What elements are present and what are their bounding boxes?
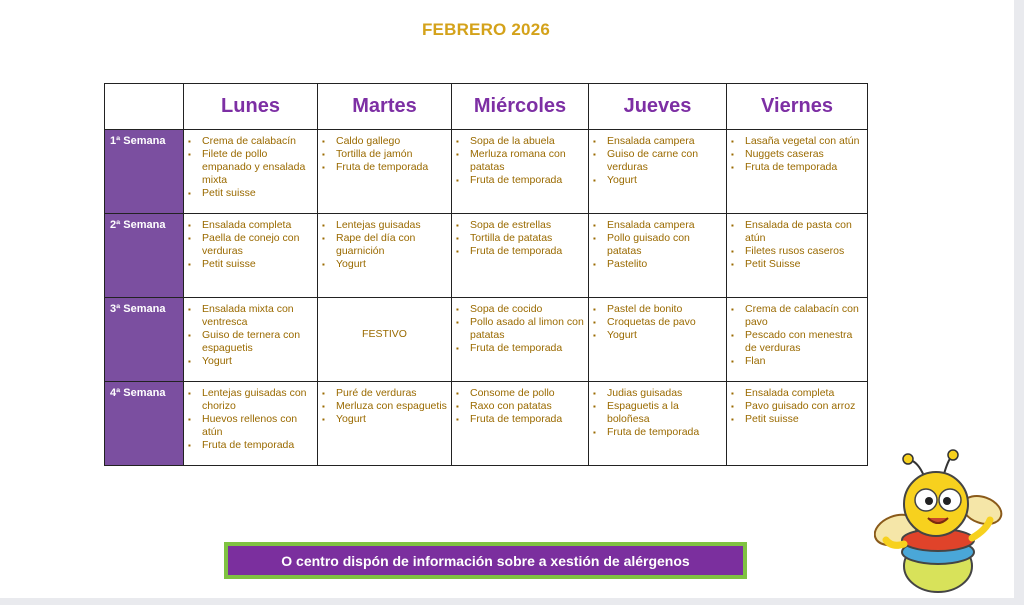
dish-item: ▪ Nuggets caseras [727, 148, 863, 161]
dish-list [184, 303, 317, 368]
dish-item: ▪ Petit suisse [727, 413, 863, 426]
dish-list [318, 387, 451, 426]
menu-cell [318, 214, 452, 298]
dish-list [318, 135, 451, 174]
dish-item: ▪ Fruta de temporada [318, 161, 447, 174]
week-label: 2ª Semana [105, 214, 184, 298]
dish-item: ▪ Pavo guisado con arroz [727, 400, 863, 413]
dish-item: ▪ Ensalada de pasta con atún [727, 219, 863, 245]
dish-item: ▪ Yogurt [589, 329, 722, 342]
dish-list [589, 219, 726, 271]
dish-item: ▪ Pescado con menestra de verduras [727, 329, 863, 355]
menu-cell [184, 382, 318, 466]
week-label: 1ª Semana [105, 130, 184, 214]
menu-cell [727, 298, 868, 382]
dish-list [452, 219, 588, 258]
week-label: 3ª Semana [105, 298, 184, 382]
menu-cell [318, 130, 452, 214]
dish-item: ▪ Filete de pollo empanado y ensalada mixta [184, 148, 313, 187]
dish-item: ▪ Fruta de temporada [452, 245, 584, 258]
day-header: Viernes [727, 84, 868, 130]
dish-list [452, 135, 588, 187]
week-row [105, 130, 868, 214]
dish-item: ▪ Merluza con espaguetis [318, 400, 447, 413]
dish-list [727, 135, 867, 174]
dish-item: ▪ Espaguetis a la boloñesa [589, 400, 722, 426]
dish-item: ▪ Petit suisse [184, 258, 313, 271]
dish-list [727, 387, 867, 426]
dish-item: ▪ Guiso de carne con verduras [589, 148, 722, 174]
menu-cell [452, 214, 589, 298]
dish-item: ▪ Fruta de temporada [184, 439, 313, 452]
dish-item: ▪ Lentejas guisadas con chorizo [184, 387, 313, 413]
header-row [105, 84, 868, 130]
corner-cell [105, 84, 184, 130]
dish-list [727, 303, 867, 368]
dish-item: ▪ Huevos rellenos con atún [184, 413, 313, 439]
dish-list [452, 303, 588, 355]
dish-item: ▪ Filetes rusos caseros [727, 245, 863, 258]
dish-item: ▪ Pastelito [589, 258, 722, 271]
allergen-banner [224, 542, 747, 579]
dish-item: ▪ Consome de pollo [452, 387, 584, 400]
dish-item: ▪ Ensalada completa [727, 387, 863, 400]
dish-item: ▪ Pollo asado al limon con patatas [452, 316, 584, 342]
menu-cell [727, 214, 868, 298]
dish-item: ▪ Petit Suisse [727, 258, 863, 271]
menu-cell [318, 298, 452, 382]
day-header: Miércoles [452, 84, 589, 130]
menu-cell [589, 298, 727, 382]
menu-cell [184, 130, 318, 214]
menu-cell [452, 130, 589, 214]
week-row [105, 382, 868, 466]
dish-item: ▪ Ensalada campera [589, 135, 722, 148]
dish-item: ▪ Fruta de temporada [452, 174, 584, 187]
menu-cell [184, 298, 318, 382]
dish-item: ▪ Pollo guisado con patatas [589, 232, 722, 258]
dish-item: ▪ Lentejas guisadas [318, 219, 447, 232]
dish-item: ▪ Ensalada campera [589, 219, 722, 232]
dish-item: ▪ Yogurt [589, 174, 722, 187]
menu-cell [589, 382, 727, 466]
bee-mascot-icon [874, 448, 1004, 598]
menu-cell [184, 214, 318, 298]
dish-item: ▪ Merluza romana con patatas [452, 148, 584, 174]
menu-cell [589, 214, 727, 298]
menu-cell [727, 130, 868, 214]
dish-list [184, 387, 317, 452]
dish-item: ▪ Sopa de estrellas [452, 219, 584, 232]
week-label: 4ª Semana [105, 382, 184, 466]
dish-item: ▪ Caldo gallego [318, 135, 447, 148]
dish-item: ▪ Sopa de cocido [452, 303, 584, 316]
dish-list [589, 303, 726, 342]
menu-cell [452, 298, 589, 382]
dish-list [184, 135, 317, 200]
dish-item: ▪ Fruta de temporada [452, 413, 584, 426]
dish-list [184, 219, 317, 271]
dish-list [589, 387, 726, 439]
dish-item: ▪ Paella de conejo con verduras [184, 232, 313, 258]
dish-item: ▪ Sopa de la abuela [452, 135, 584, 148]
allergen-banner-text: O centro dispón de información sobre a xestión de alérgenos [228, 546, 743, 575]
dish-item: ▪ Yogurt [184, 355, 313, 368]
week-row [105, 214, 868, 298]
dish-item: ▪ Puré de verduras [318, 387, 447, 400]
dish-list [727, 219, 867, 271]
dish-item: ▪ Judias guisadas [589, 387, 722, 400]
dish-item: ▪ Raxo con patatas [452, 400, 584, 413]
day-header: Lunes [184, 84, 318, 130]
dish-item: ▪ Lasaña vegetal con atún [727, 135, 863, 148]
dish-list [452, 387, 588, 426]
dish-item: ▪ Fruta de temporada [727, 161, 863, 174]
menu-cell [318, 382, 452, 466]
holiday-label: FESTIVO [362, 328, 407, 340]
day-header: Jueves [589, 84, 727, 130]
dish-item: ▪ Ensalada completa [184, 219, 313, 232]
dish-item: ▪ Pastel de bonito [589, 303, 722, 316]
day-header: Martes [318, 84, 452, 130]
dish-item: ▪ Crema de calabacín con pavo [727, 303, 863, 329]
dish-item: ▪ Tortilla de patatas [452, 232, 584, 245]
menu-cell [452, 382, 589, 466]
dish-item: ▪ Flan [727, 355, 863, 368]
dish-list [318, 219, 451, 271]
dish-item: ▪ Petit suisse [184, 187, 313, 200]
dish-list [589, 135, 726, 187]
menu-cell [589, 130, 727, 214]
weekly-menu-table [104, 83, 868, 466]
menu-cell [727, 382, 868, 466]
dish-item: ▪ Fruta de temporada [452, 342, 584, 355]
dish-item: ▪ Rape del día con guarnición [318, 232, 447, 258]
dish-item: ▪ Crema de calabacín [184, 135, 313, 148]
dish-item: ▪ Yogurt [318, 413, 447, 426]
week-row [105, 298, 868, 382]
dish-item: ▪ Ensalada mixta con ventresca [184, 303, 313, 329]
dish-item: ▪ Fruta de temporada [589, 426, 722, 439]
dish-item: ▪ Yogurt [318, 258, 447, 271]
dish-item: ▪ Tortilla de jamón [318, 148, 447, 161]
dish-item: ▪ Croquetas de pavo [589, 316, 722, 329]
page-title: FEBRERO 2026 [421, 20, 551, 39]
dish-item: ▪ Guiso de ternera con espaguetis [184, 329, 313, 355]
